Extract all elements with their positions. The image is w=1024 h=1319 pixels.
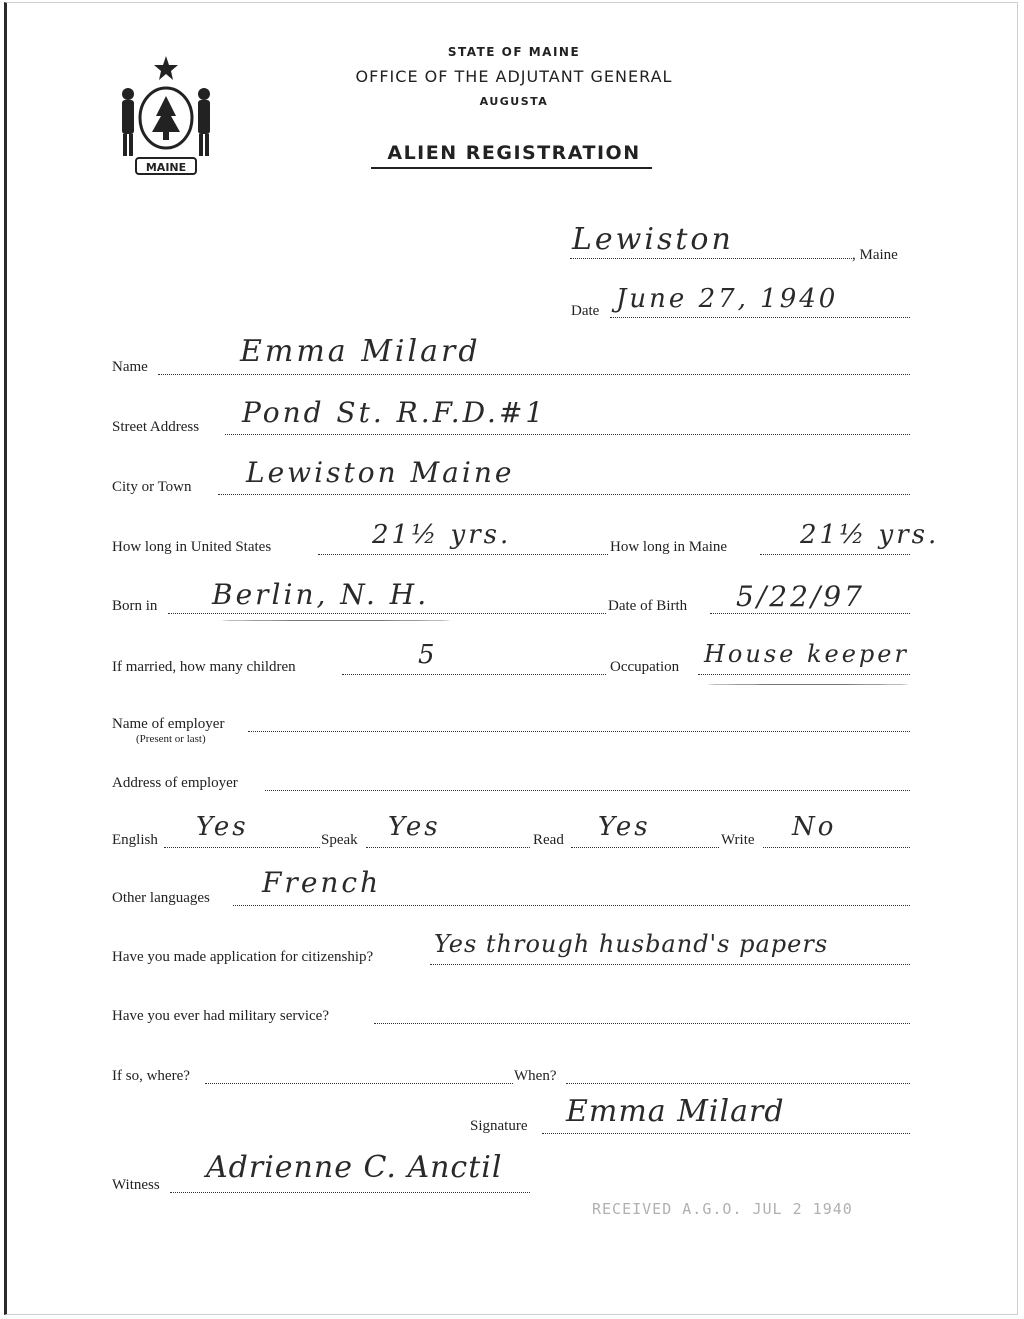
date-value: June 27, 1940 [616, 284, 839, 314]
children-line [342, 674, 606, 675]
place-suffix-label: , Maine [852, 247, 898, 263]
born-line [168, 613, 606, 614]
how-long-us-value: 21½ yrs. [372, 520, 512, 550]
how-long-maine-label: How long in Maine [610, 539, 728, 555]
read-line [571, 847, 719, 848]
dob-value: 5/22/97 [736, 580, 865, 613]
occupation-label: Occupation [610, 659, 680, 675]
born-value: Berlin, N. H. [212, 578, 430, 611]
received-stamp: RECEIVED A.G.O. JUL 2 1940 [592, 1200, 853, 1218]
children-label: If married, how many children [112, 659, 296, 675]
city-line [218, 494, 910, 495]
write-label: Write [721, 832, 755, 848]
how-long-maine-value: 21½ yrs. [800, 520, 940, 550]
place-value: Lewiston [572, 222, 734, 257]
english-value: Yes [196, 812, 249, 842]
occupation-value: House keeper [704, 640, 909, 668]
place-line [570, 258, 852, 259]
dob-label: Date of Birth [608, 598, 688, 614]
write-value: No [792, 812, 837, 842]
other-lang-label: Other languages [112, 890, 210, 906]
witness-line [170, 1192, 530, 1193]
street-line [225, 434, 910, 435]
how-long-us-label: How long in United States [112, 539, 272, 555]
children-value: 5 [418, 640, 438, 670]
witness-label: Witness [112, 1177, 160, 1193]
military-line [374, 1023, 910, 1024]
name-label: Name [112, 359, 148, 375]
english-label: English [112, 832, 158, 848]
when-line [566, 1083, 910, 1084]
read-label: Read [533, 832, 564, 848]
citizenship-line [430, 964, 910, 965]
signature-value: Emma Milard [566, 1094, 785, 1129]
where-line [205, 1083, 513, 1084]
other-lang-line [233, 905, 910, 906]
citizenship-value: Yes through husband's papers [434, 930, 829, 958]
signature-label: Signature [470, 1118, 528, 1134]
military-label: Have you ever had military service? [112, 1008, 329, 1024]
dob-line [710, 613, 910, 614]
witness-value: Adrienne C. Anctil [206, 1150, 503, 1185]
form-title: ALIEN REGISTRATION [387, 142, 641, 164]
name-value: Emma Milard [240, 334, 481, 369]
how-long-maine-line [760, 554, 910, 555]
speak-label: Speak [321, 832, 358, 848]
where-label: If so, where? [112, 1068, 190, 1084]
speak-line [366, 847, 530, 848]
occupation-scribble [708, 684, 908, 685]
born-label: Born in [112, 598, 158, 614]
employer-address-label: Address of employer [112, 775, 238, 791]
date-line [610, 317, 910, 318]
employer-name-sublabel: (Present or last) [136, 733, 206, 745]
signature-line [542, 1133, 910, 1134]
when-label: When? [514, 1068, 557, 1084]
occupation-line [698, 674, 910, 675]
english-line [164, 847, 320, 848]
city-label: City or Town [112, 479, 192, 495]
write-line [763, 847, 910, 848]
office-heading: OFFICE OF THE ADJUTANT GENERAL [355, 67, 673, 86]
seal-text: MAINE [145, 161, 187, 174]
employer-address-line [265, 790, 910, 791]
read-value: Yes [598, 812, 651, 842]
how-long-us-line [318, 554, 608, 555]
title-underline [371, 167, 652, 169]
employer-name-line [248, 731, 910, 732]
born-scribble [222, 620, 450, 621]
employer-name-label: Name of employer [112, 716, 225, 732]
other-lang-value: French [262, 866, 382, 899]
state-heading: STATE OF MAINE [447, 45, 581, 59]
street-value: Pond St. R.F.D.#1 [242, 396, 547, 429]
city-heading: AUGUSTA [479, 95, 549, 108]
speak-value: Yes [388, 812, 441, 842]
city-value: Lewiston Maine [246, 456, 515, 489]
street-label: Street Address [112, 419, 200, 435]
citizenship-label: Have you made application for citizenship? [112, 949, 374, 965]
name-line [158, 374, 910, 375]
maine-seal-icon [110, 52, 222, 180]
date-label: Date [571, 303, 600, 319]
